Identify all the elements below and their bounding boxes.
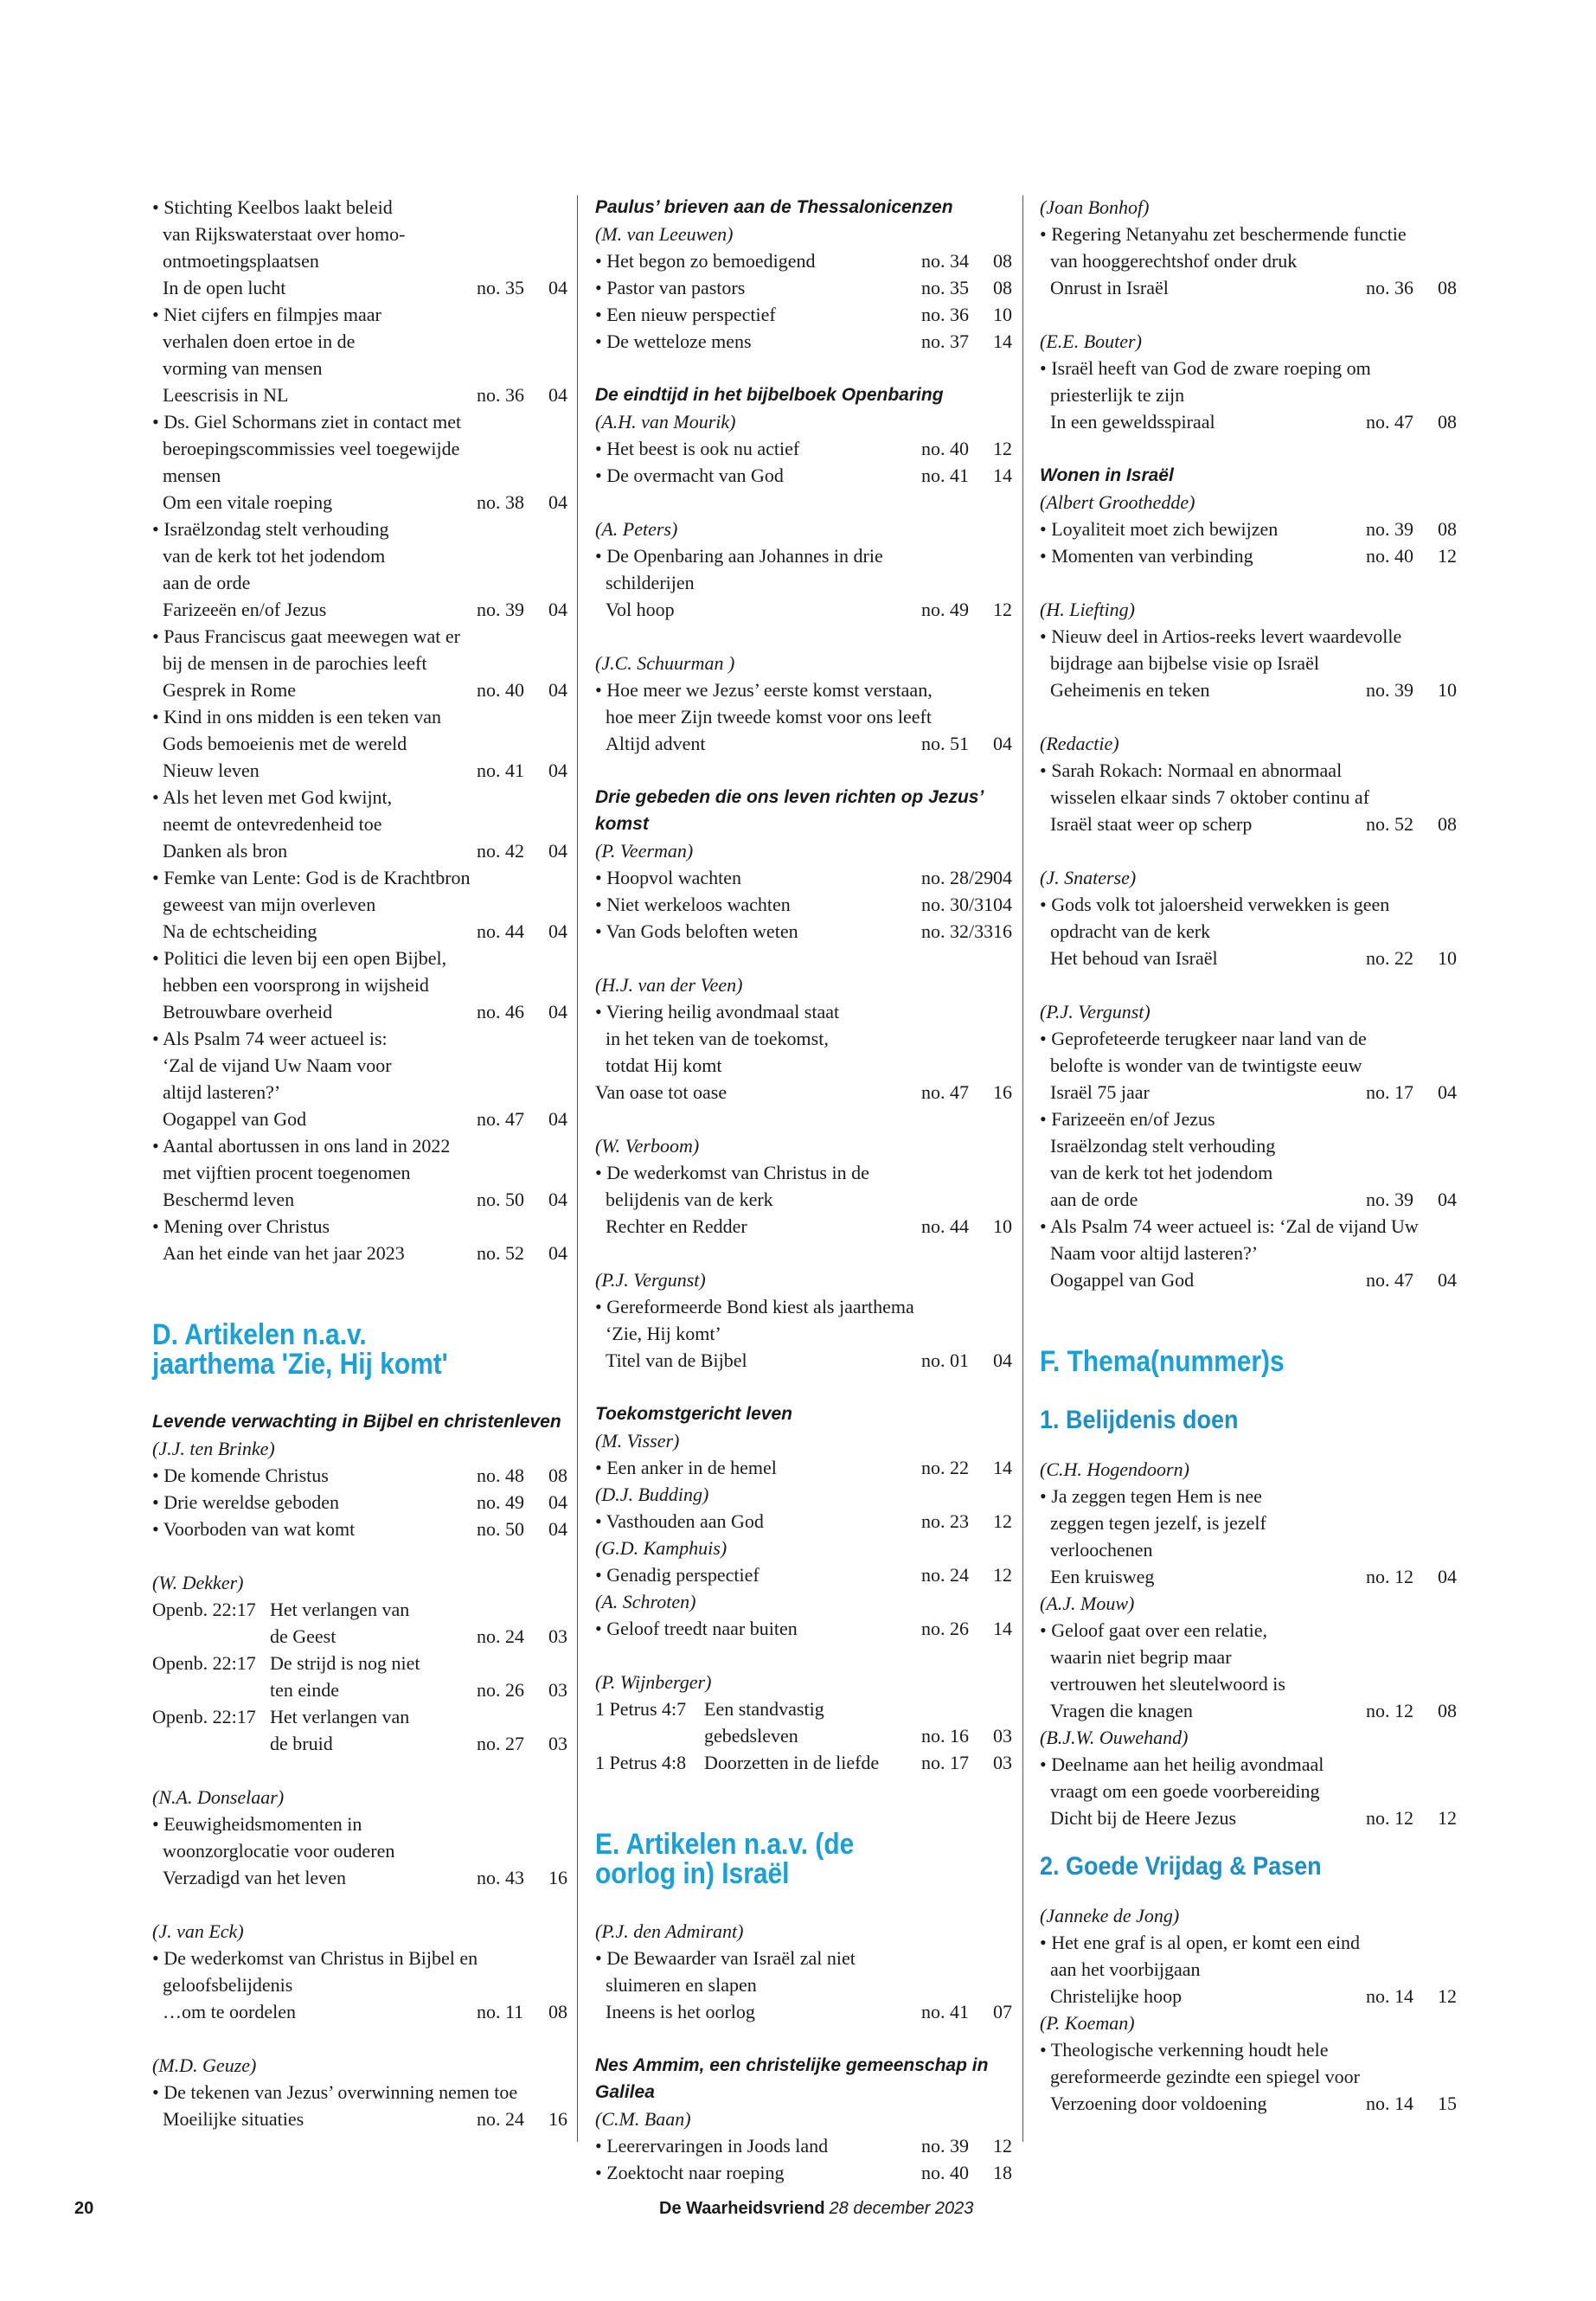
author: (A.J. Mouw): [1040, 1593, 1135, 1614]
author: (M.D. Geuze): [152, 2054, 257, 2076]
entry-title-row: • Drie wereldse geboden no. 49 04: [152, 1491, 567, 1513]
entry-title-row: Onrust in Israël no. 36 08: [1050, 277, 1457, 298]
series-title: Wonen in Israël: [1040, 465, 1174, 485]
entry-title-row: • Momenten van verbinding no. 40 12: [1040, 545, 1457, 567]
entry-title-row: • Vasthouden aan God no. 23 12: [595, 1510, 1012, 1532]
entry-line: geweest van mijn overleven: [163, 894, 376, 915]
entry-line: • Aantal abortussen in ons land in 2022: [152, 1135, 451, 1157]
entry-title-row: Christelijke hoop no. 14 12: [1050, 1985, 1457, 2007]
entry-line: gereformeerde gezindte een spiegel voor: [1050, 2066, 1360, 2087]
entry-line: • Israëlzondag stelt verhouding: [152, 518, 389, 540]
entry-title-row: In de open lucht no. 35 04: [163, 277, 567, 298]
entry-line: wisselen elkaar sinds 7 oktober continu af: [1050, 786, 1370, 808]
entry-line: • Regering Netanyahu zet beschermende functie: [1040, 223, 1407, 245]
entry-line: zeggen tegen jezelf, is jezelf: [1050, 1512, 1266, 1534]
section-heading-e: E. Artikelen n.a.v. (de oorlog in) Israël: [595, 1828, 855, 1890]
section-heading-f: F. Thema(nummer)s: [1040, 1345, 1285, 1378]
entry-title-row: • Loyaliteit moet zich bewijzen no. 39 08: [1040, 518, 1457, 540]
entry-title-row: Betrouwbare overheid no. 46 04: [163, 1001, 567, 1022]
author: (W. Dekker): [152, 1572, 244, 1593]
entry-title-row: Dicht bij de Heere Jezus no. 12 12: [1050, 1807, 1457, 1829]
entry-line: in het teken van de toekomst,: [606, 1028, 829, 1049]
author: (N.A. Donselaar): [152, 1786, 285, 1808]
entry-title-row: Nieuw leven no. 41 04: [163, 760, 567, 781]
author: (P. Wijnberger): [595, 1671, 712, 1693]
entry-line: belijdenis van de kerk: [606, 1189, 773, 1210]
entry-line: altijd lasteren?’: [163, 1081, 281, 1103]
entry-line: • Femke van Lente: God is de Krachtbron: [152, 867, 471, 888]
series-title: Drie gebeden die ons leven richten op Jezus’ komst: [595, 787, 984, 834]
author: (M. van Leeuwen): [595, 223, 734, 245]
entry-title-row: Een kruisweg no. 12 04: [1050, 1566, 1457, 1587]
entry-line: van de kerk tot het jodendom: [163, 545, 386, 567]
author: (Joan Bonhof): [1040, 196, 1150, 218]
author: (H. Liefting): [1040, 599, 1135, 620]
entry-line: • Als Psalm 74 weer actueel is:: [152, 1028, 388, 1049]
entry-line: Gods bemoeienis met de wereld: [163, 733, 407, 754]
entry-title-row: • De komende Christus no. 48 08: [152, 1465, 567, 1486]
entry-title-row: • Een nieuw perspectief no. 36 10: [595, 304, 1012, 325]
author: (A. Schroten): [595, 1591, 696, 1612]
entry-line: belofte is wonder van de twintigste eeuw: [1050, 1054, 1362, 1076]
entry-title-row: Vragen die knagen no. 12 08: [1050, 1700, 1457, 1721]
author: (J. van Eck): [152, 1920, 244, 1942]
entry-title-row: Om een vitale roeping no. 38 04: [163, 491, 567, 513]
entry-title-row: Moeilijke situaties no. 24 16: [163, 2108, 567, 2130]
entry-line: schilderijen: [606, 572, 695, 593]
entry-line: sluimeren en slapen: [606, 1974, 757, 1996]
entry-line: Naam voor altijd lasteren?’: [1050, 1242, 1259, 1264]
entry-title-row: Israël 75 jaar no. 17 04: [1050, 1081, 1457, 1103]
author: (B.J.W. Ouwehand): [1040, 1727, 1189, 1748]
entry-line: 1 Petrus 4:7 Een standvastig: [595, 1698, 824, 1720]
entry-line: totdat Hij komt: [606, 1054, 722, 1076]
entry-line: neemt de ontevredenheid toe: [163, 813, 382, 835]
series-title: De eindtijd in het bijbelboek Openbaring: [595, 385, 944, 405]
column-1: [152, 194, 567, 2132]
entry-title-row: Verzoening door voldoening no. 14 15: [1050, 2093, 1457, 2114]
section-heading-d: D. Artikelen n.a.v. jaarthema 'Zie, Hij komt': [152, 1318, 448, 1381]
entry-line: • Geloof gaat over een relatie,: [1040, 1619, 1268, 1641]
entry-title-row: 1 Petrus 4:8 Doorzetten in de liefde no. 17 03: [595, 1752, 1012, 1773]
entry-title-row: Verzadigd van het leven no. 43 16: [163, 1867, 567, 1888]
entry-title-row: • Geloof treedt naar buiten no. 26 14: [595, 1618, 1012, 1639]
author: (J. Snaterse): [1040, 867, 1137, 888]
entry-title-row: de bruid no. 27 03: [270, 1733, 567, 1754]
entry-line: • Niet cijfers en filmpjes maar: [152, 304, 381, 325]
entry-line: priesterlijk te zijn: [1050, 384, 1185, 406]
entry-line: vraagt om een goede voorbereiding: [1050, 1780, 1320, 1802]
entry-line: • Deelname aan het heilig avondmaal: [1040, 1753, 1324, 1775]
entry-title-row: • De overmacht van God no. 41 14: [595, 465, 1012, 486]
entry-line: hoe meer Zijn tweede komst voor ons leeft: [606, 706, 932, 727]
entry-title-row: Aan het einde van het jaar 2023 no. 52 04: [163, 1242, 567, 1264]
author: (C.M. Baan): [595, 2108, 691, 2130]
entry-line: • Gereformeerde Bond kiest als jaarthema: [595, 1296, 914, 1317]
entry-line: • Hoe meer we Jezus’ eerste komst verstaan,: [595, 679, 933, 701]
entry-line: verloochenen: [1050, 1539, 1153, 1561]
author: (P. Koeman): [1040, 2012, 1135, 2034]
entry-line: Israëlzondag stelt verhouding: [1050, 1135, 1276, 1157]
entry-line: • De wederkomst van Christus in Bijbel en: [152, 1947, 478, 1969]
entry-title-row: Na de echtscheiding no. 44 04: [163, 920, 567, 942]
magazine-name: De Waarheidsvriend: [659, 2199, 825, 2218]
entry-title-row: • Het beest is ook nu actief no. 40 12: [595, 438, 1012, 459]
entry-title-row: • Leerervaringen in Joods land no. 39 12: [595, 2135, 1012, 2157]
author: (J.J. ten Brinke): [152, 1438, 275, 1459]
author: (D.J. Budding): [595, 1484, 709, 1505]
footer-publication: [659, 2199, 973, 2219]
entry-title-row: Rechter en Redder no. 44 10: [606, 1215, 1012, 1237]
entry-line: • Stichting Keelbos laakt beleid: [152, 196, 393, 218]
series-title: Nes Ammim, een christelijke gemeenschap in Galilea: [595, 2055, 989, 2102]
author: (P.J. Vergunst): [1040, 1001, 1151, 1022]
entry-line: • De Openbaring aan Johannes in drie: [595, 545, 883, 567]
entry-line: • De Bewaarder van Israël zal niet: [595, 1947, 856, 1969]
entry-line: hebben een voorsprong in wijsheid: [163, 974, 429, 996]
entry-title-row: • Genadig perspectief no. 24 12: [595, 1564, 1012, 1586]
author: (E.E. Bouter): [1040, 330, 1142, 352]
entry-line: • Theologische verkenning houdt hele: [1040, 2039, 1329, 2061]
entry-title-row: Farizeeën en/of Jezus no. 39 04: [163, 599, 567, 620]
entry-line: beroepingscommissies veel toegewijde: [163, 438, 460, 459]
entry-line: waarin niet begrip maar: [1050, 1646, 1232, 1668]
entry-line: • Viering heilig avondmaal staat: [595, 1001, 840, 1022]
entry-line: • Paus Franciscus gaat meewegen wat er: [152, 625, 460, 647]
author: (C.H. Hogendoorn): [1040, 1458, 1189, 1480]
author: (A. Peters): [595, 518, 678, 540]
series-title: Paulus’ brieven aan de Thessalonicenzen: [595, 197, 953, 217]
entry-line: • Ds. Giel Schormans ziet in contact met: [152, 411, 462, 433]
entry-line: Openb. 22:17 Het verlangen van: [152, 1706, 410, 1727]
entry-line: • Als Psalm 74 weer actueel is: ‘Zal de vijand Uw: [1040, 1215, 1419, 1237]
entry-line: ‘Zie, Hij komt’: [606, 1323, 721, 1344]
author: (P.J. den Admirant): [595, 1920, 744, 1942]
entry-title-row: Leescrisis in NL no. 36 04: [163, 384, 567, 406]
entry-title-row: Het behoud van Israël no. 22 10: [1050, 947, 1457, 969]
entry-line: ontmoetingsplaatsen: [163, 250, 319, 272]
entry-title-row: • Een anker in de hemel no. 22 14: [595, 1457, 1012, 1478]
entry-line: • Eeuwigheidsmomenten in: [152, 1813, 362, 1835]
author: (Janneke de Jong): [1040, 1905, 1180, 1926]
column-divider-2: [1022, 195, 1023, 2142]
entry-line: mensen: [163, 465, 221, 486]
entry-title-row: • Zoektocht naar roeping no. 40 18: [595, 2162, 1012, 2183]
entry-line: geloofsbelijdenis: [163, 1974, 293, 1996]
entry-line: • De wederkomst van Christus in de: [595, 1162, 869, 1183]
entry-line: woonzorglocatie voor ouderen: [163, 1840, 395, 1862]
entry-title-row: Titel van de Bijbel no. 01 04: [606, 1349, 1012, 1371]
entry-title-row: ten einde no. 26 03: [270, 1679, 567, 1701]
entry-line: van Rijkswaterstaat over homo-: [163, 223, 406, 245]
entry-line: • Gods volk tot jaloersheid verwekken is geen: [1040, 894, 1390, 915]
entry-title-row: Oogappel van God no. 47 04: [1050, 1269, 1457, 1291]
entry-title-row: • Van Gods beloften weten no. 32/33 16: [595, 920, 1012, 942]
entry-line: • Het ene graf is al open, er komt een eind: [1040, 1932, 1360, 1953]
entry-line: van hooggerechtshof onder druk: [1050, 250, 1298, 272]
entry-line: van de kerk tot het jodendom: [1050, 1162, 1273, 1183]
subheading-goede-vrijdag: 2. Goede Vrijdag & Pasen: [1040, 1852, 1322, 1881]
entry-line: • Kind in ons midden is een teken van: [152, 706, 441, 727]
entry-line: ‘Zal de vijand Uw Naam voor: [163, 1054, 392, 1076]
author: (G.D. Kamphuis): [595, 1537, 727, 1559]
issue-date: 28 december 2023: [829, 2199, 974, 2218]
entry-line: bijdrage aan bijbelse visie op Israël: [1050, 652, 1319, 674]
author: (Redactie): [1040, 733, 1119, 754]
entry-line: • Als het leven met God kwijnt,: [152, 786, 393, 808]
entry-title-row: Beschermd leven no. 50 04: [163, 1189, 567, 1210]
series-title: Toekomstgericht leven: [595, 1404, 792, 1424]
entry-title-row: Gesprek in Rome no. 40 04: [163, 679, 567, 701]
author: (W. Verboom): [595, 1135, 700, 1157]
entry-title-row: • Niet werkeloos wachten no. 30/31 04: [595, 894, 1012, 915]
entry-title-row: Danken als bron no. 42 04: [163, 840, 567, 862]
entry-title-row: • Voorboden van wat komt no. 50 04: [152, 1518, 567, 1540]
entry-title-row: aan de orde no. 39 04: [1050, 1189, 1457, 1210]
entry-line: • Farizeeën en/of Jezus: [1040, 1108, 1215, 1130]
entry-line: Openb. 22:17 Het verlangen van: [152, 1599, 410, 1620]
entry-line: Openb. 22:17 De strijd is nog niet: [152, 1652, 420, 1674]
author: (A.H. van Mourik): [595, 411, 736, 433]
entry-line: • Geprofeteerde terugkeer naar land van de: [1040, 1028, 1367, 1049]
entry-line: vorming van mensen: [163, 357, 323, 379]
entry-line: aan de orde: [163, 572, 251, 593]
entry-title-row: Geheimenis en teken no. 39 10: [1050, 679, 1457, 701]
entry-title-row: Oogappel van God no. 47 04: [163, 1108, 567, 1130]
author: (Albert Groothedde): [1040, 491, 1195, 513]
entry-line: opdracht van de kerk: [1050, 920, 1211, 942]
entry-title-row: de Geest no. 24 03: [270, 1625, 567, 1647]
author: (M. Visser): [595, 1430, 680, 1452]
entry-title-row: …om te oordelen no. 11 08: [163, 2001, 567, 2022]
author: (P.J. Vergunst): [595, 1269, 706, 1291]
entry-title-row: Vol hoop no. 49 12: [606, 599, 1012, 620]
entry-line: bij de mensen in de parochies leeft: [163, 652, 427, 674]
series-title: Levende verwachting in Bijbel en christenleven: [152, 1412, 561, 1432]
entry-line: • Mening over Christus: [152, 1215, 330, 1237]
entry-title-row: • Hoopvol wachten no. 28/29 04: [595, 867, 1012, 888]
entry-line: • Politici die leven bij een open Bijbel,: [152, 947, 447, 969]
column-2: [595, 194, 1012, 2186]
author: (J.C. Schuurman ): [595, 652, 735, 674]
entry-title-row: Altijd advent no. 51 04: [606, 733, 1012, 754]
entry-title-row: In een geweldsspiraal no. 47 08: [1050, 411, 1457, 433]
entry-line: • Sarah Rokach: Normaal en abnormaal: [1040, 760, 1343, 781]
entry-line: • Israël heeft van God de zware roeping om: [1040, 357, 1371, 379]
entry-title-row: Ineens is het oorlog no. 41 07: [606, 2001, 1012, 2022]
entry-line: verhalen doen ertoe in de: [163, 330, 356, 352]
entry-line: • Ja zeggen tegen Hem is nee: [1040, 1485, 1262, 1507]
entry-line: • Nieuw deel in Artios-reeks levert waardevolle: [1040, 625, 1402, 647]
entry-title-row: • Het begon zo bemoedigend no. 34 08: [595, 250, 1012, 272]
entry-line: • De tekenen van Jezus’ overwinning nemen toe: [152, 2081, 518, 2103]
entry-title-row: • Pastor van pastors no. 35 08: [595, 277, 1012, 298]
entry-title-row: gebedsleven no. 16 03: [704, 1725, 1012, 1747]
entry-title-row: Van oase tot oase no. 47 16: [595, 1081, 1012, 1103]
author: (P. Veerman): [595, 840, 694, 862]
author: (H.J. van der Veen): [595, 974, 743, 996]
page-number: 20: [74, 2199, 94, 2218]
entry-line: met vijftien procent toegenomen: [163, 1162, 411, 1183]
entry-line: vertrouwen het sleutelwoord is: [1050, 1673, 1285, 1695]
entry-title-row: Israël staat weer op scherp no. 52 08: [1050, 813, 1457, 835]
column-3: [1040, 194, 1457, 2117]
entry-line: aan het voorbijgaan: [1050, 1958, 1201, 1980]
column-divider-1: [577, 195, 578, 2142]
subheading-belijdenis: 1. Belijdenis doen: [1040, 1406, 1239, 1434]
entry-title-row: • De wetteloze mens no. 37 14: [595, 330, 1012, 352]
